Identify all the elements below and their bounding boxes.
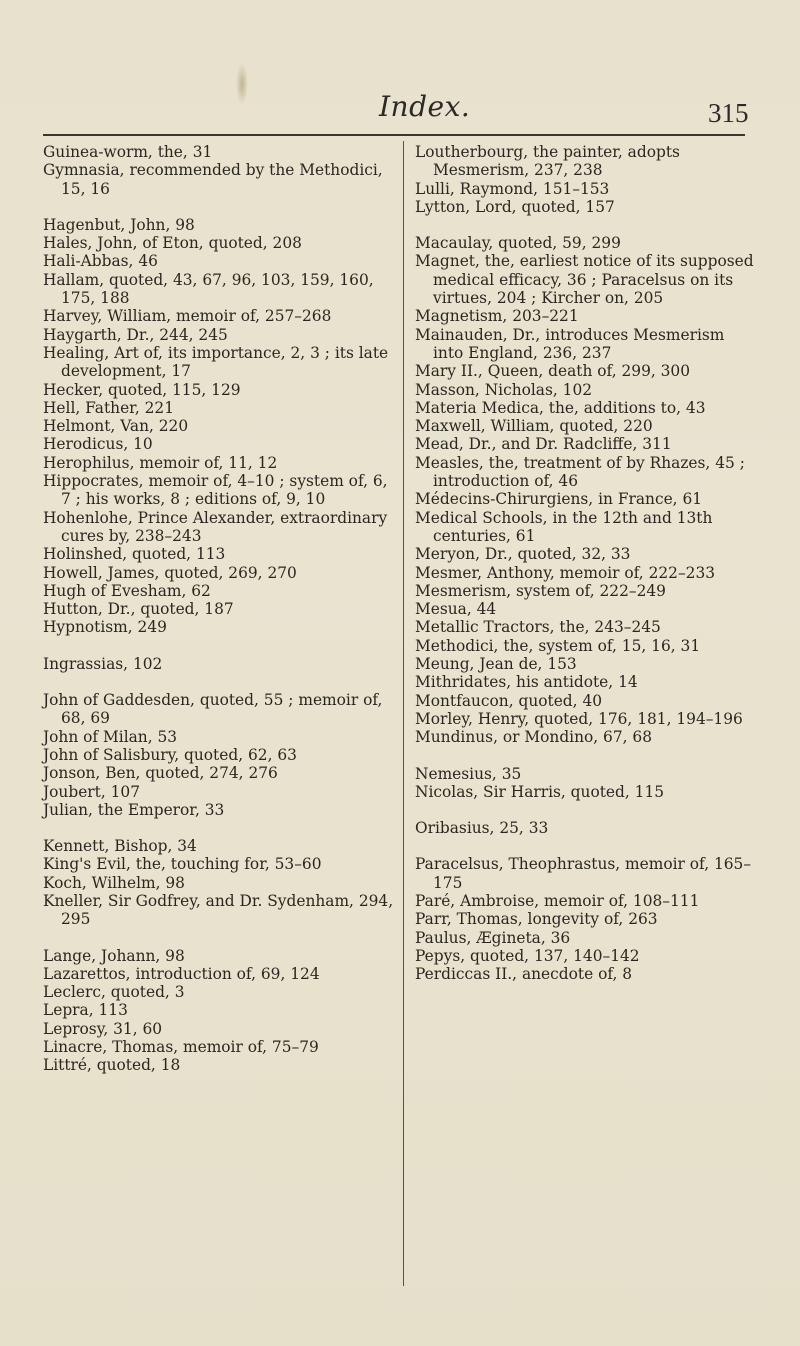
- index-entry: Leclerc, quoted, 3: [43, 983, 185, 1002]
- index-entry: Medical Schools, in the 12th and 13th centuries, 61: [415, 508, 713, 545]
- section-gap: [43, 637, 395, 655]
- index-entry: Kneller, Sir Godfrey, and Dr. Sydenham, 294, 295: [43, 891, 394, 929]
- index-entry: Holinshed, quoted, 113: [43, 545, 226, 564]
- index-entry: John of Milan, 53: [43, 727, 178, 746]
- index-entry: Nicolas, Sir Harris, quoted, 115: [415, 782, 665, 801]
- index-entry: Mundinus, or Mondino, 67, 68: [415, 728, 653, 747]
- index-entry: Morley, Henry, quoted, 176, 181, 194–196: [415, 709, 743, 728]
- index-entry: Mary II., Queen, death of, 299, 300: [415, 362, 691, 381]
- index-entry: Hallam, quoted, 43, 67, 96, 103, 159, 160, 175, 188: [43, 270, 374, 308]
- index-entry: Measles, the, treatment of by Rhazes, 45 ; introduction of, 46: [415, 453, 745, 491]
- index-entry: Hecker, quoted, 115, 129: [43, 380, 241, 399]
- index-entry: Julian, the Emperor, 33: [43, 800, 225, 819]
- index-entry: Guinea-worm, the, 31: [43, 143, 213, 161]
- page-number: 315: [708, 98, 749, 128]
- index-entry: Hippocrates, memoir of, 4–10 ; system of, 6, 7 ; his works, 8 ; editions of, 9, 10: [43, 472, 388, 509]
- index-entry: Jonson, Ben, quoted, 274, 276: [43, 764, 278, 783]
- index-entry: Mithridates, his antidote, 14: [415, 673, 638, 692]
- index-entry: Paré, Ambroise, memoir of, 108–111: [415, 891, 700, 910]
- index-entry: Hagenbut, John, 98: [43, 215, 195, 234]
- index-entry: Mesmerism, system of, 222–249: [415, 581, 666, 600]
- index-entry: Paracelsus, Theophrastus, memoir of, 165–175: [415, 855, 752, 892]
- index-entry: Hales, John, of Eton, quoted, 208: [43, 234, 302, 253]
- index-entry: Mesmer, Anthony, memoir of, 222–233: [415, 563, 716, 582]
- index-entry: Meryon, Dr., quoted, 32, 33: [415, 545, 631, 564]
- index-entry: Leprosy, 31, 60: [43, 1019, 163, 1038]
- index-entry: Hohenlohe, Prince Alexander, extraordinary cures by, 238–243: [43, 508, 388, 545]
- index-column-left: [43, 143, 395, 1075]
- index-entry: Harvey, William, memoir of, 257–268: [43, 307, 332, 326]
- index-column-right: [415, 143, 757, 983]
- section-gap: [43, 819, 395, 837]
- index-entry: Healing, Art of, its importance, 2, 3 ; its late development, 17: [43, 343, 389, 381]
- index-entry: Parr, Thomas, longevity of, 263: [415, 910, 658, 929]
- section-gap: [43, 198, 395, 216]
- index-entry: Lytton, Lord, quoted, 157: [415, 197, 615, 216]
- index-entry: Médecins-Chirurgiens, in France, 61: [415, 490, 703, 509]
- column-divider: [403, 141, 404, 1286]
- index-entry: Magnet, the, earliest notice of its supposed medical efficacy, 36 ; Paracelsus on its virtues, 204 ; Kircher on, 205: [415, 252, 754, 308]
- index-entry: Herophilus, memoir of, 11, 12: [43, 453, 278, 472]
- index-entry: Hypnotism, 249: [43, 618, 167, 637]
- index-entry: Metallic Tractors, the, 243–245: [415, 618, 661, 637]
- index-entry: King's Evil, the, touching for, 53–60: [43, 855, 322, 874]
- index-entry: Macaulay, quoted, 59, 299: [415, 234, 621, 253]
- index-entry: Hali-Abbas, 46: [43, 252, 158, 271]
- index-entry: Paulus, Ægineta, 36: [415, 928, 571, 947]
- index-entry: Kennett, Bishop, 34: [43, 837, 197, 856]
- index-entry: John of Gaddesden, quoted, 55 ; memoir of, 68, 69: [43, 691, 383, 728]
- section-gap: [415, 801, 757, 819]
- index-entry: Materia Medica, the, additions to, 43: [415, 398, 706, 417]
- section-gap: [43, 929, 395, 947]
- section-gap: [415, 837, 757, 855]
- index-entry: Oribasius, 25, 33: [415, 819, 549, 838]
- index-entry: Maxwell, William, quoted, 220: [415, 417, 653, 436]
- section-gap: [415, 216, 757, 234]
- index-entry: Littré, quoted, 18: [43, 1056, 181, 1075]
- index-entry: Lulli, Raymond, 151–153: [415, 179, 610, 198]
- index-entry: Mainauden, Dr., introduces Mesmerism into England, 236, 237: [415, 325, 725, 362]
- index-entry: Methodici, the, system of, 15, 16, 31: [415, 636, 701, 655]
- index-entry: Meung, Jean de, 153: [415, 655, 577, 674]
- index-entry: Perdiccas II., anecdote of, 8: [415, 965, 633, 984]
- index-entry: Linacre, Thomas, memoir of, 75–79: [43, 1038, 319, 1057]
- index-entry: Magnetism, 203–221: [415, 307, 579, 326]
- index-entry: Hugh of Evesham, 62: [43, 581, 211, 600]
- index-entry: Herodicus, 10: [43, 435, 153, 454]
- running-title: Index.: [379, 90, 471, 123]
- index-entry: Masson, Nicholas, 102: [415, 380, 593, 399]
- index-entry: Hutton, Dr., quoted, 187: [43, 600, 234, 619]
- header-rule: [43, 134, 745, 136]
- index-entry: Lazarettos, introduction of, 69, 124: [43, 964, 320, 983]
- index-entry: Lepra, 113: [43, 1001, 128, 1020]
- index-entry: Hell, Father, 221: [43, 398, 174, 417]
- index-entry: Mesua, 44: [415, 600, 497, 619]
- index-entry: Pepys, quoted, 137, 140–142: [415, 946, 640, 965]
- section-gap: [43, 673, 395, 691]
- index-entry: Nemesius, 35: [415, 764, 522, 783]
- index-entry: Lange, Johann, 98: [43, 946, 185, 965]
- page-header: [0, 90, 800, 130]
- index-entry: Gymnasia, recommended by the Methodici, 15, 16: [43, 161, 383, 198]
- index-entry: Mead, Dr., and Dr. Radcliffe, 311: [415, 435, 672, 454]
- section-gap: [415, 747, 757, 765]
- index-entry: Howell, James, quoted, 269, 270: [43, 563, 297, 582]
- index-entry: Koch, Wilhelm, 98: [43, 873, 185, 892]
- index-entry: Joubert, 107: [43, 782, 141, 801]
- index-entry: Helmont, Van, 220: [43, 417, 189, 436]
- index-entry: Ingrassias, 102: [43, 654, 163, 673]
- index-entry: Montfaucon, quoted, 40: [415, 691, 603, 710]
- index-entry: John of Salisbury, quoted, 62, 63: [43, 745, 297, 764]
- index-entry: Haygarth, Dr., 244, 245: [43, 325, 228, 344]
- index-entry: Loutherbourg, the painter, adopts Mesmerism, 237, 238: [415, 143, 680, 180]
